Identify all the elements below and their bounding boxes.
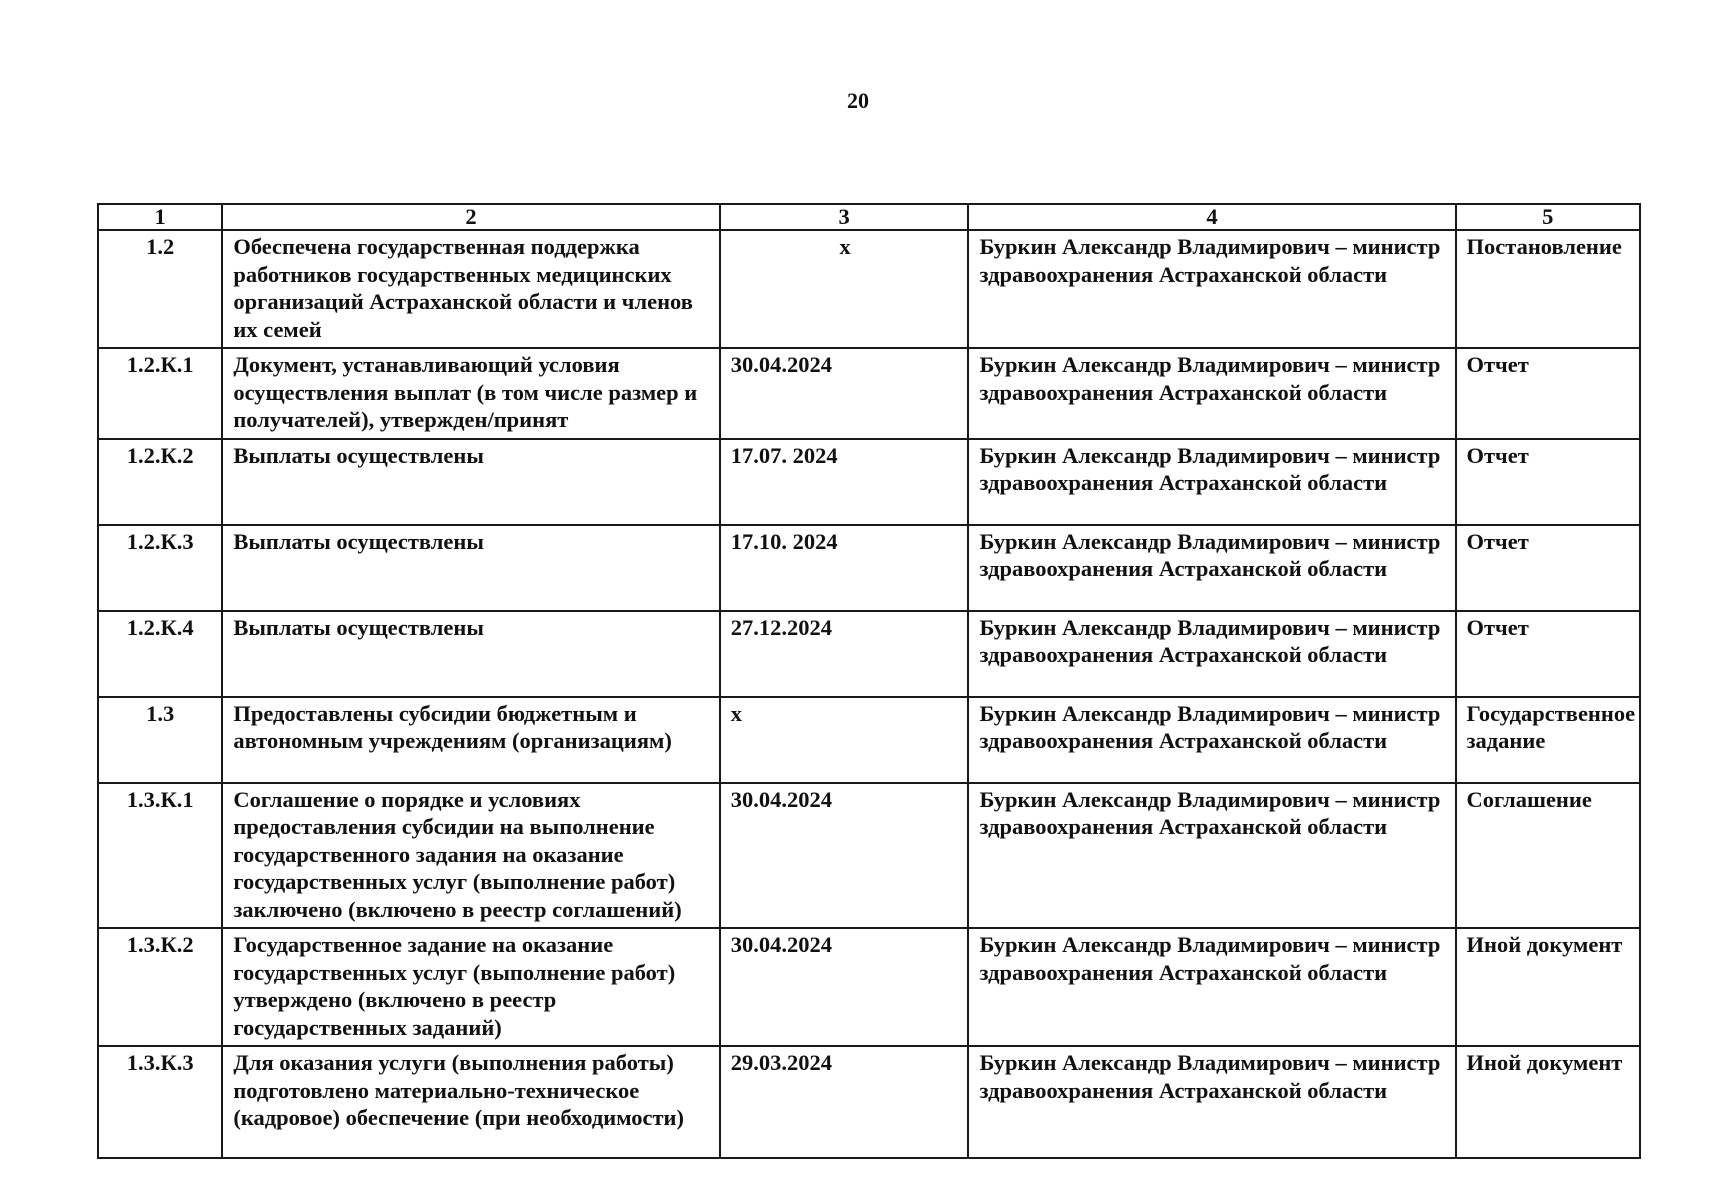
table-row	[98, 348, 1640, 439]
event-name: Предоставлены субсидии бюджетным и автономным учреждениям (организациям)	[222, 697, 719, 783]
table-row	[98, 525, 1640, 611]
due-date: 17.10. 2024	[720, 525, 969, 611]
due-date: 27.12.2024	[720, 611, 969, 697]
header-col-3: 3	[720, 204, 969, 230]
table-header-row	[98, 204, 1640, 230]
responsible-person: Буркин Александр Владимирович – министр здравоохранения Астраханской области	[968, 1046, 1455, 1158]
responsible-person: Буркин Александр Владимирович – министр здравоохранения Астраханской области	[968, 525, 1455, 611]
due-date: 30.04.2024	[720, 783, 969, 929]
table-row	[98, 928, 1640, 1046]
table-row	[98, 1046, 1640, 1158]
header-col-4: 4	[968, 204, 1455, 230]
event-name: Выплаты осуществлены	[222, 525, 719, 611]
event-name: Соглашение о порядке и условиях предоставления субсидии на выполнение государственного задания на оказание государственных услуг (выполнение работ) заключено (включено в реестр соглашений)	[222, 783, 719, 929]
event-name: Для оказания услуги (выполнения работы) подготовлено материально-техническое (кадровое) обеспечение (при необходимости)	[222, 1046, 719, 1158]
table-row	[98, 783, 1640, 929]
due-date: 30.04.2024	[720, 348, 969, 439]
event-name: Обеспечена государственная поддержка работников государственных медицинских организаций Астраханской области и членов их семей	[222, 230, 719, 348]
activity-table	[97, 203, 1641, 1159]
header-col-2: 2	[222, 204, 719, 230]
document-type: Иной документ	[1456, 928, 1641, 1046]
responsible-person: Буркин Александр Владимирович – министр здравоохранения Астраханской области	[968, 348, 1455, 439]
row-number: 1.2.К.2	[98, 439, 222, 525]
header-col-1: 1	[98, 204, 222, 230]
event-name: Выплаты осуществлены	[222, 611, 719, 697]
due-date: 17.07. 2024	[720, 439, 969, 525]
responsible-person: Буркин Александр Владимирович – министр здравоохранения Астраханской области	[968, 697, 1455, 783]
document-type: Отчет	[1456, 525, 1641, 611]
row-number: 1.2.К.1	[98, 348, 222, 439]
page-number: 20	[847, 88, 869, 113]
row-number: 1.2.К.3	[98, 525, 222, 611]
document-type: Отчет	[1456, 611, 1641, 697]
row-number: 1.2	[98, 230, 222, 348]
responsible-person: Буркин Александр Владимирович – министр здравоохранения Астраханской области	[968, 783, 1455, 929]
table-row	[98, 439, 1640, 525]
responsible-person: Буркин Александр Владимирович – министр здравоохранения Астраханской области	[968, 230, 1455, 348]
document-type: Отчет	[1456, 348, 1641, 439]
row-number: 1.3	[98, 697, 222, 783]
responsible-person: Буркин Александр Владимирович – министр здравоохранения Астраханской области	[968, 611, 1455, 697]
document-type: Соглашение	[1456, 783, 1641, 929]
row-number: 1.2.К.4	[98, 611, 222, 697]
due-date: 30.04.2024	[720, 928, 969, 1046]
document-type: Постановление	[1456, 230, 1641, 348]
row-number: 1.3.К.1	[98, 783, 222, 929]
table-row	[98, 230, 1640, 348]
document-type: Иной документ	[1456, 1046, 1641, 1158]
row-number: 1.3.К.3	[98, 1046, 222, 1158]
row-number: 1.3.К.2	[98, 928, 222, 1046]
document-type: Отчет	[1456, 439, 1641, 525]
table-row	[98, 611, 1640, 697]
document-type: Государственное задание	[1456, 697, 1641, 783]
due-date: 29.03.2024	[720, 1046, 969, 1158]
header-col-5: 5	[1456, 204, 1641, 230]
responsible-person: Буркин Александр Владимирович – министр здравоохранения Астраханской области	[968, 928, 1455, 1046]
event-name: Выплаты осуществлены	[222, 439, 719, 525]
event-name: Государственное задание на оказание государственных услуг (выполнение работ) утверждено (включено в реестр государственных заданий)	[222, 928, 719, 1046]
event-name: Документ, устанавливающий условия осуществления выплат (в том числе размер и получателей), утвержден/принят	[222, 348, 719, 439]
table-row	[98, 697, 1640, 783]
due-date: х	[720, 697, 969, 783]
responsible-person: Буркин Александр Владимирович – министр здравоохранения Астраханской области	[968, 439, 1455, 525]
due-date: х	[720, 230, 969, 348]
